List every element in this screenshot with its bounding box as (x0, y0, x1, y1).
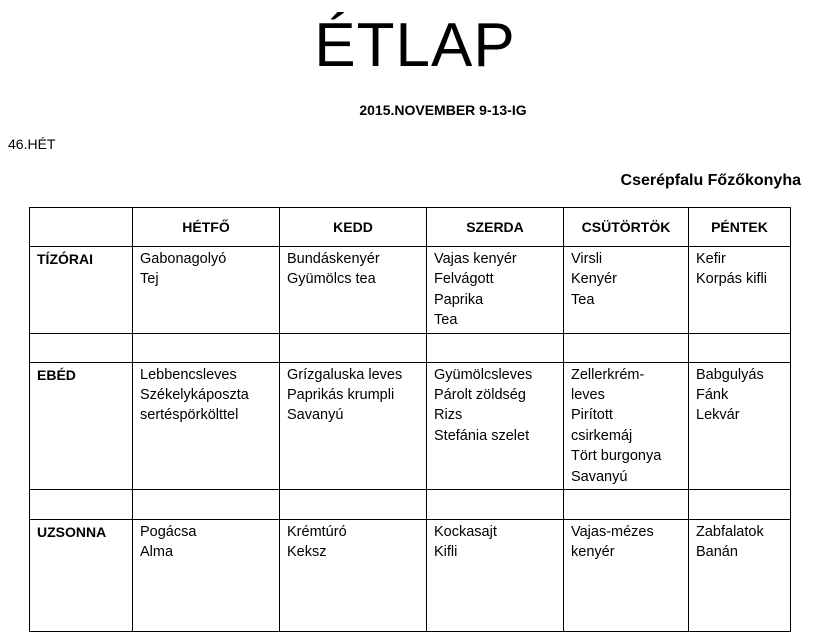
meal-row (30, 520, 791, 632)
spacer-cell (689, 333, 791, 362)
menu-item: Grízgaluska leves (287, 366, 403, 383)
menu-cell (564, 362, 689, 489)
menu-item: kenyér (571, 544, 615, 561)
menu-item: Savanyú (571, 468, 628, 485)
menu-item: Keksz (287, 544, 327, 561)
spacer-cell (564, 333, 689, 362)
menu-item: Kenyér (571, 271, 617, 288)
menu-cell (689, 247, 791, 334)
menu-item: Gyümölcsleves (434, 366, 533, 383)
menu-item: Vajas-mézes (571, 524, 654, 541)
menu-cell (133, 247, 280, 334)
spacer-cell (280, 333, 427, 362)
menu-item: Kockasajt (434, 524, 497, 541)
week-number: 46.HÉT (8, 136, 56, 152)
day-header-monday: HÉTFŐ (133, 208, 280, 247)
menu-item: Kifli (434, 544, 458, 561)
page-title: ÉTLAP (314, 11, 516, 80)
menu-item: Paprika (434, 291, 484, 308)
menu-cell (280, 247, 427, 334)
menu-item: leves (571, 387, 605, 404)
menu-item: Párolt zöldség (434, 387, 526, 404)
menu-item: Savanyú (287, 407, 344, 424)
menu-item: Zabfalatok (696, 524, 764, 541)
menu-cell (689, 362, 791, 489)
day-header-friday: PÉNTEK (689, 208, 791, 247)
spacer-cell (427, 490, 564, 520)
spacer-row (30, 490, 791, 520)
menu-item: Fánk (696, 387, 729, 404)
day-header-thursday: CSÜTÖRTÖK (564, 208, 689, 247)
menu-item: Tört burgonya (571, 448, 662, 465)
menu-item: Bundáskenyér (287, 251, 380, 267)
menu-item: Stefánia szelet (434, 427, 530, 444)
meal-row (30, 362, 791, 489)
menu-item: Pirított (571, 407, 613, 424)
menu-item: Korpás kifli (696, 271, 767, 288)
meal-row (30, 247, 791, 334)
spacer-cell (133, 490, 280, 520)
spacer-cell (280, 490, 427, 520)
menu-item: Lekvár (696, 407, 740, 424)
spacer-cell (427, 333, 564, 362)
menu-item: Székelykáposzta (140, 387, 249, 404)
menu-item: csirkemáj (571, 427, 633, 444)
menu-item: Alma (140, 544, 174, 561)
kitchen-name: Cserépfalu Főzőkonyha (620, 172, 801, 189)
menu-item: Zellerkrém- (571, 366, 645, 383)
menu-cell (133, 362, 280, 489)
meal-label-ebed: EBÉD (30, 362, 133, 489)
menu-item: Kefir (696, 251, 726, 267)
spacer-cell (564, 490, 689, 520)
menu-item: Babgulyás (696, 366, 764, 383)
menu-item: Tea (434, 312, 458, 329)
menu-cell (427, 247, 564, 334)
menu-item: Felvágott (434, 271, 494, 288)
menu-cell (689, 520, 791, 632)
menu-item: Banán (696, 544, 738, 561)
spacer-cell (30, 490, 133, 520)
menu-item: Paprikás krumpli (287, 387, 395, 404)
menu-cell (564, 520, 689, 632)
menu-cell (427, 520, 564, 632)
menu-item: Gyümölcs tea (287, 271, 376, 288)
corner-cell (30, 208, 133, 247)
menu-item: Pogácsa (140, 524, 197, 541)
date-range: 2015.NOVEMBER 9-13-IG (359, 102, 527, 118)
day-header-tuesday: KEDD (280, 208, 427, 247)
menu-item: Rizs (434, 407, 463, 424)
menu-item: sertéspörkölttel (140, 407, 239, 424)
menu-cell (280, 520, 427, 632)
menu-cell (427, 362, 564, 489)
menu-cell (133, 520, 280, 632)
menu-item: Vajas kenyér (434, 251, 517, 267)
menu-item: Virsli (571, 251, 603, 267)
menu-item: Tea (571, 291, 595, 308)
day-header-wednesday: SZERDA (427, 208, 564, 247)
meal-label-tizorai: TÍZÓRAI (30, 247, 133, 334)
menu-cell (280, 362, 427, 489)
spacer-cell (30, 333, 133, 362)
menu-item: Lebbencsleves (140, 366, 237, 383)
menu-cell (564, 247, 689, 334)
spacer-row (30, 333, 791, 362)
meal-label-uzsonna: UZSONNA (30, 520, 133, 632)
spacer-cell (689, 490, 791, 520)
menu-item: Krémtúró (287, 524, 347, 541)
menu-item: Gabonagolyó (140, 251, 227, 267)
menu-table (29, 207, 791, 632)
menu-item: Tej (140, 271, 159, 288)
spacer-cell (133, 333, 280, 362)
header-row (30, 208, 791, 247)
